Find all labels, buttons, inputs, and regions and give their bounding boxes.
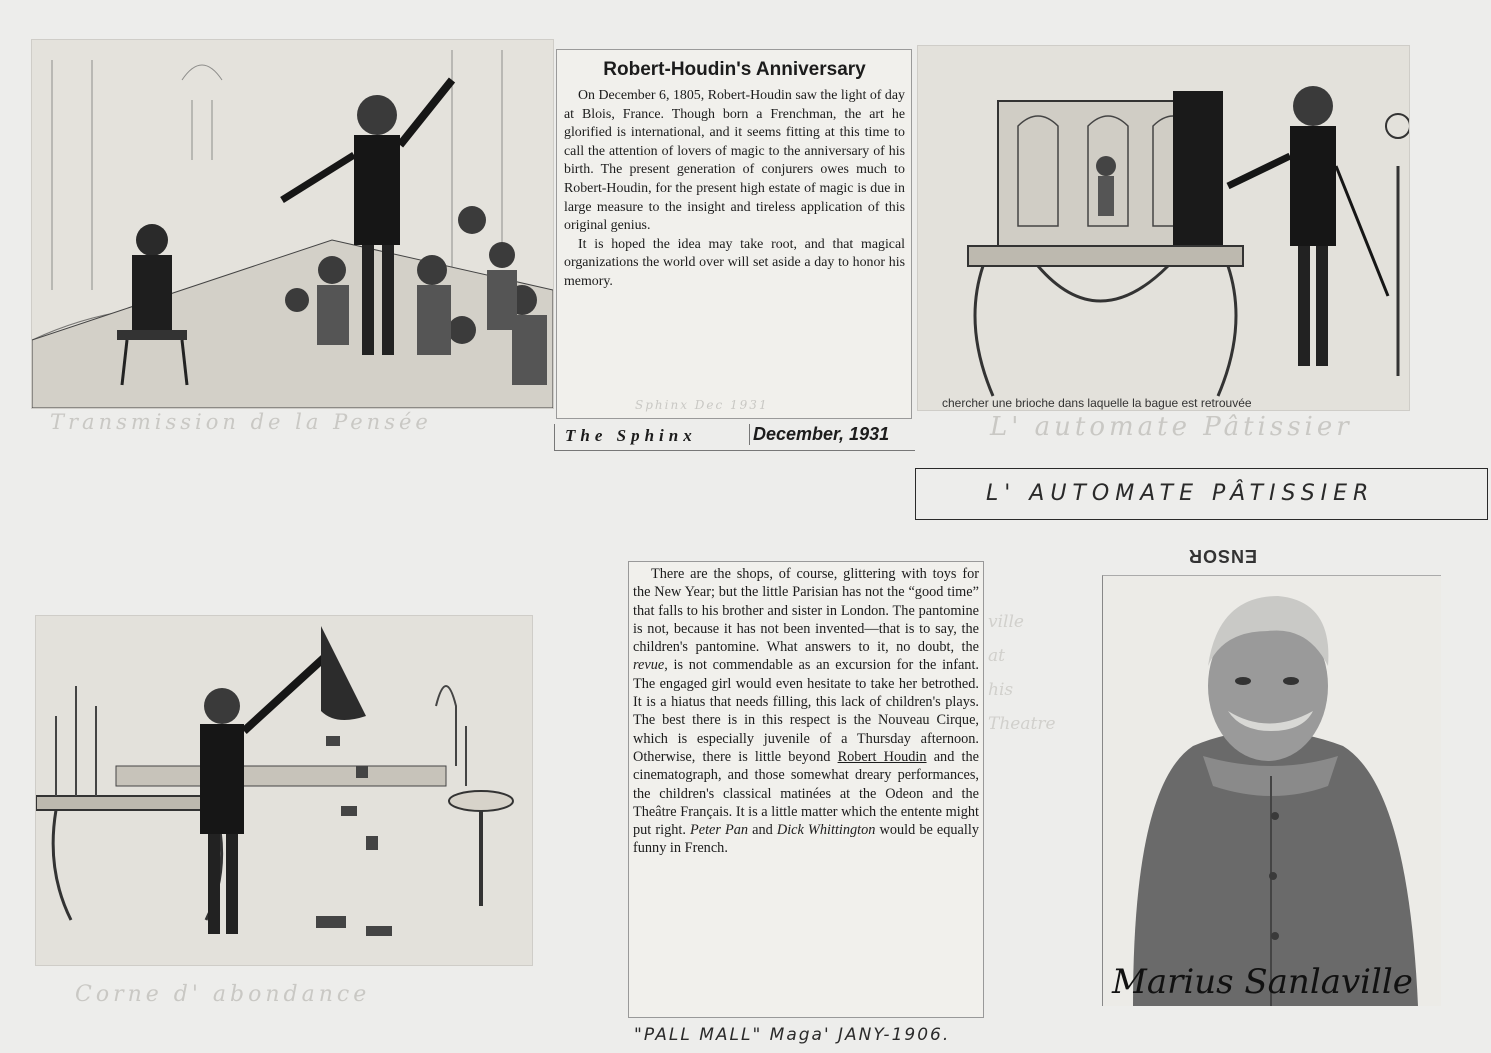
sphinx-article-title: Robert-Houdin's Anniversary (603, 59, 866, 80)
pall-mall-text-after: and the cinematograph, and those somewhat dreary performances, the children's classical matinées at the Odeon and the Theâtre Français. It is a little matter which the entente might put right. (633, 748, 979, 839)
automate-printed-caption: chercher une brioche dans laquelle la bague est retrouvée (942, 396, 1252, 410)
sphinx-source-date: December, 1931 (749, 424, 889, 445)
sphinx-source-name: The Sphinx (565, 426, 697, 445)
engraving-corne-dabondance (36, 616, 532, 965)
sphinx-pencil-note: Sphinx Dec 1931 (635, 398, 769, 412)
sphinx-clipping (556, 49, 912, 419)
side-note-line-1: ville (988, 612, 1024, 632)
pall-mall-and: and (748, 822, 777, 839)
side-note-line-2: at (988, 646, 1005, 666)
caption-corne-dabondance: Corne d' abondance (75, 982, 371, 1007)
pall-mall-text-end: would be equally funny in French. (633, 822, 979, 857)
engraving-automate-patissier (918, 46, 1409, 410)
pall-mall-article-text (633, 565, 979, 858)
side-note-line-4: Theatre (988, 714, 1056, 734)
caption-automate-patissier: L' automate Pâtissier (990, 412, 1353, 442)
engraving-transmission-de-la-pensee (32, 40, 553, 408)
caption-transmission-de-la-pensee: Transmission de la Pensée (50, 410, 432, 434)
pall-mall-text-intro: There are the shops, of course, glittering with toys for the New Year; but the little Parisian has not the “good time” that falls to his brother and sister in London. The pantomine is not, because it has not been invented—that is to say, the children's pantomine. What answers to it, no doubt, the (633, 566, 979, 656)
sphinx-article-paragraph-1: On December 6, 1805, Robert-Houdin saw the light of day at Blois, France. Though born a Frenchman, the art he glorified is international, and it seems fitting at this time to call the attention of lovers of magic to the anniversary of his birth. The present generation of conjurers owes much to Robert-Houdin, for the present high estate of magic is due in large measure to the insight and tireless application of this original genius. (564, 88, 905, 234)
engraving-corne-illustration (36, 616, 532, 965)
portrait-stamp: ENSOR (1188, 546, 1258, 566)
portrait-illustration (1103, 576, 1441, 1006)
pall-mall-clipping (628, 561, 984, 1018)
pall-mall-dick-whittington: Dick Whittington (776, 822, 876, 839)
sphinx-source-line (554, 424, 915, 451)
engraving-transmission-illustration (32, 40, 553, 408)
portrait-signature: Marius Sanlaville (1112, 962, 1413, 1002)
side-pencil-note (988, 605, 1056, 741)
pall-mall-robert-houdin: Robert Houdin (837, 748, 927, 765)
engraving-automate-illustration (918, 46, 1409, 410)
side-note-line-3: his (988, 680, 1014, 700)
sphinx-article-paragraph-2: It is hoped the idea may take root, and that magical organizations the world over will set aside a day to honor his memory. (564, 236, 905, 289)
automate-label-text: L' AUTOMATE PÂTISSIER (986, 481, 1375, 506)
automate-label-box (915, 468, 1488, 520)
pall-mall-source: "PALL MALL" Maga' JANY-1906. (634, 1025, 951, 1045)
pall-mall-peter-pan: Peter Pan (690, 822, 749, 839)
pall-mall-text-middle: , is not commendable as an excursion for the infant. The engaged girl would even hesitate to take her betrothed. It is a hiatus that needs filling, this lack of children's plays. The best there is in this respect is the Nouveau Cirque, which is especially juvenile of a Thursday afternoon. Otherwise, there is little beyond (633, 657, 979, 765)
pall-mall-revue: revue (633, 657, 665, 674)
portrait-photo (1102, 575, 1441, 1006)
